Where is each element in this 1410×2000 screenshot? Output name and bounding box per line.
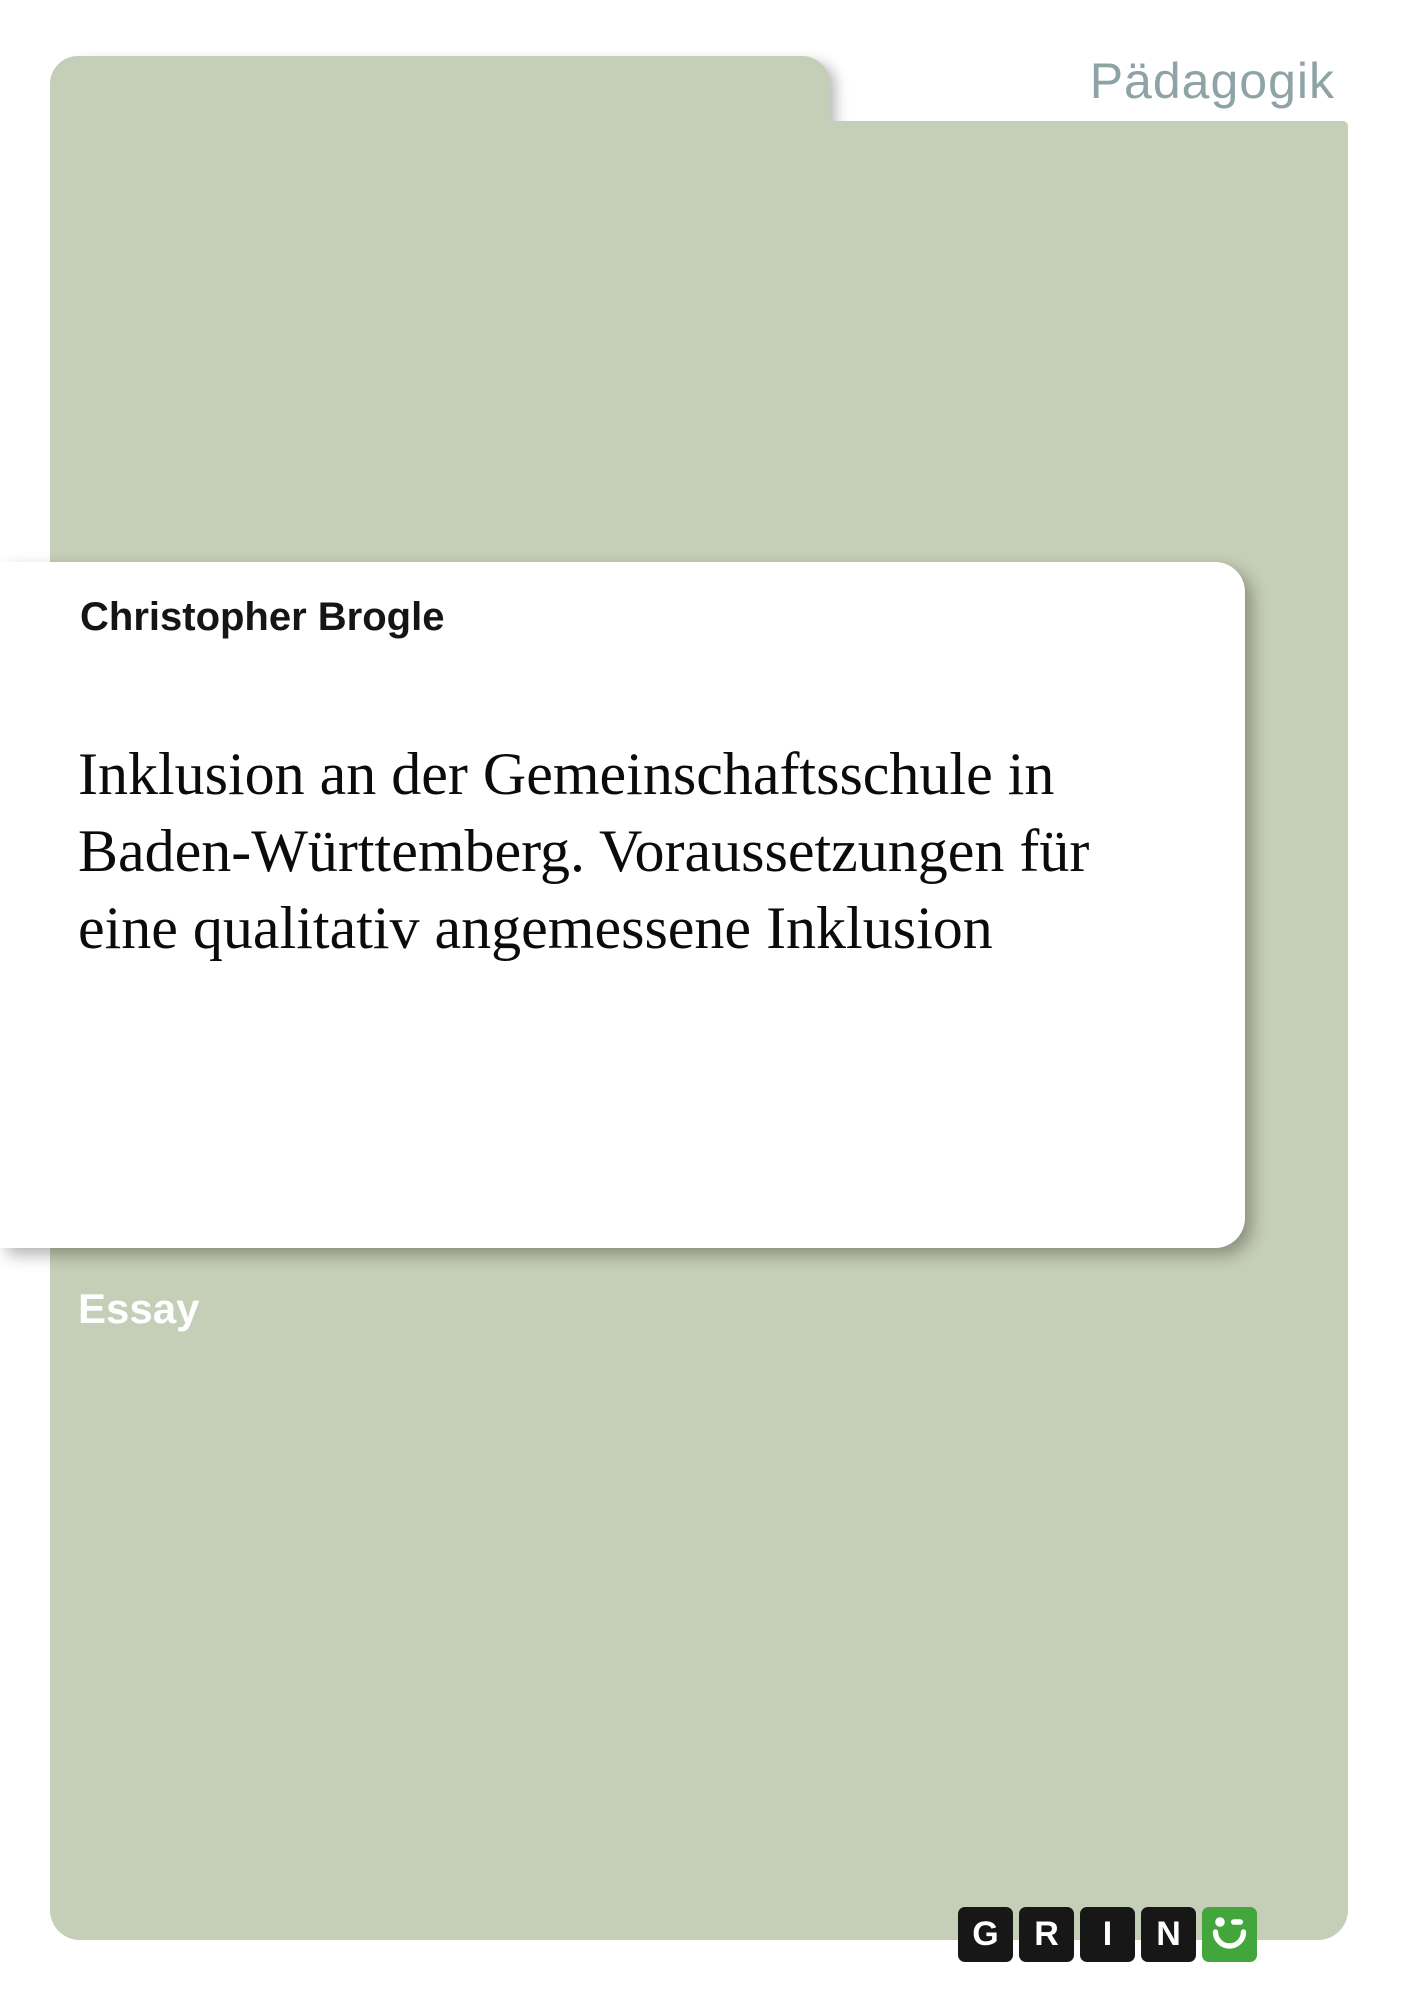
- grin-logo: [958, 1907, 1257, 1962]
- winking-smiley-icon: [1202, 1907, 1257, 1962]
- category-label: Pädagogik: [1089, 53, 1335, 109]
- document-type-label: Essay: [78, 1285, 200, 1332]
- logo-letter-i: I: [1080, 1907, 1135, 1962]
- logo-letter-g: G: [958, 1907, 1013, 1962]
- logo-smiley-tile: [1202, 1907, 1257, 1962]
- title-line-3: eine qualitativ angemessene Inklusion: [78, 895, 993, 961]
- author-name: Christopher Brogle: [80, 595, 445, 639]
- book-title: [78, 736, 1238, 967]
- logo-letter-r: R: [1019, 1907, 1074, 1962]
- logo-letter-n: N: [1141, 1907, 1196, 1962]
- title-line-1: Inklusion an der Gemeinschaftsschule in: [78, 741, 1055, 807]
- title-line-2: Baden-Württemberg. Voraussetzungen für: [78, 818, 1090, 884]
